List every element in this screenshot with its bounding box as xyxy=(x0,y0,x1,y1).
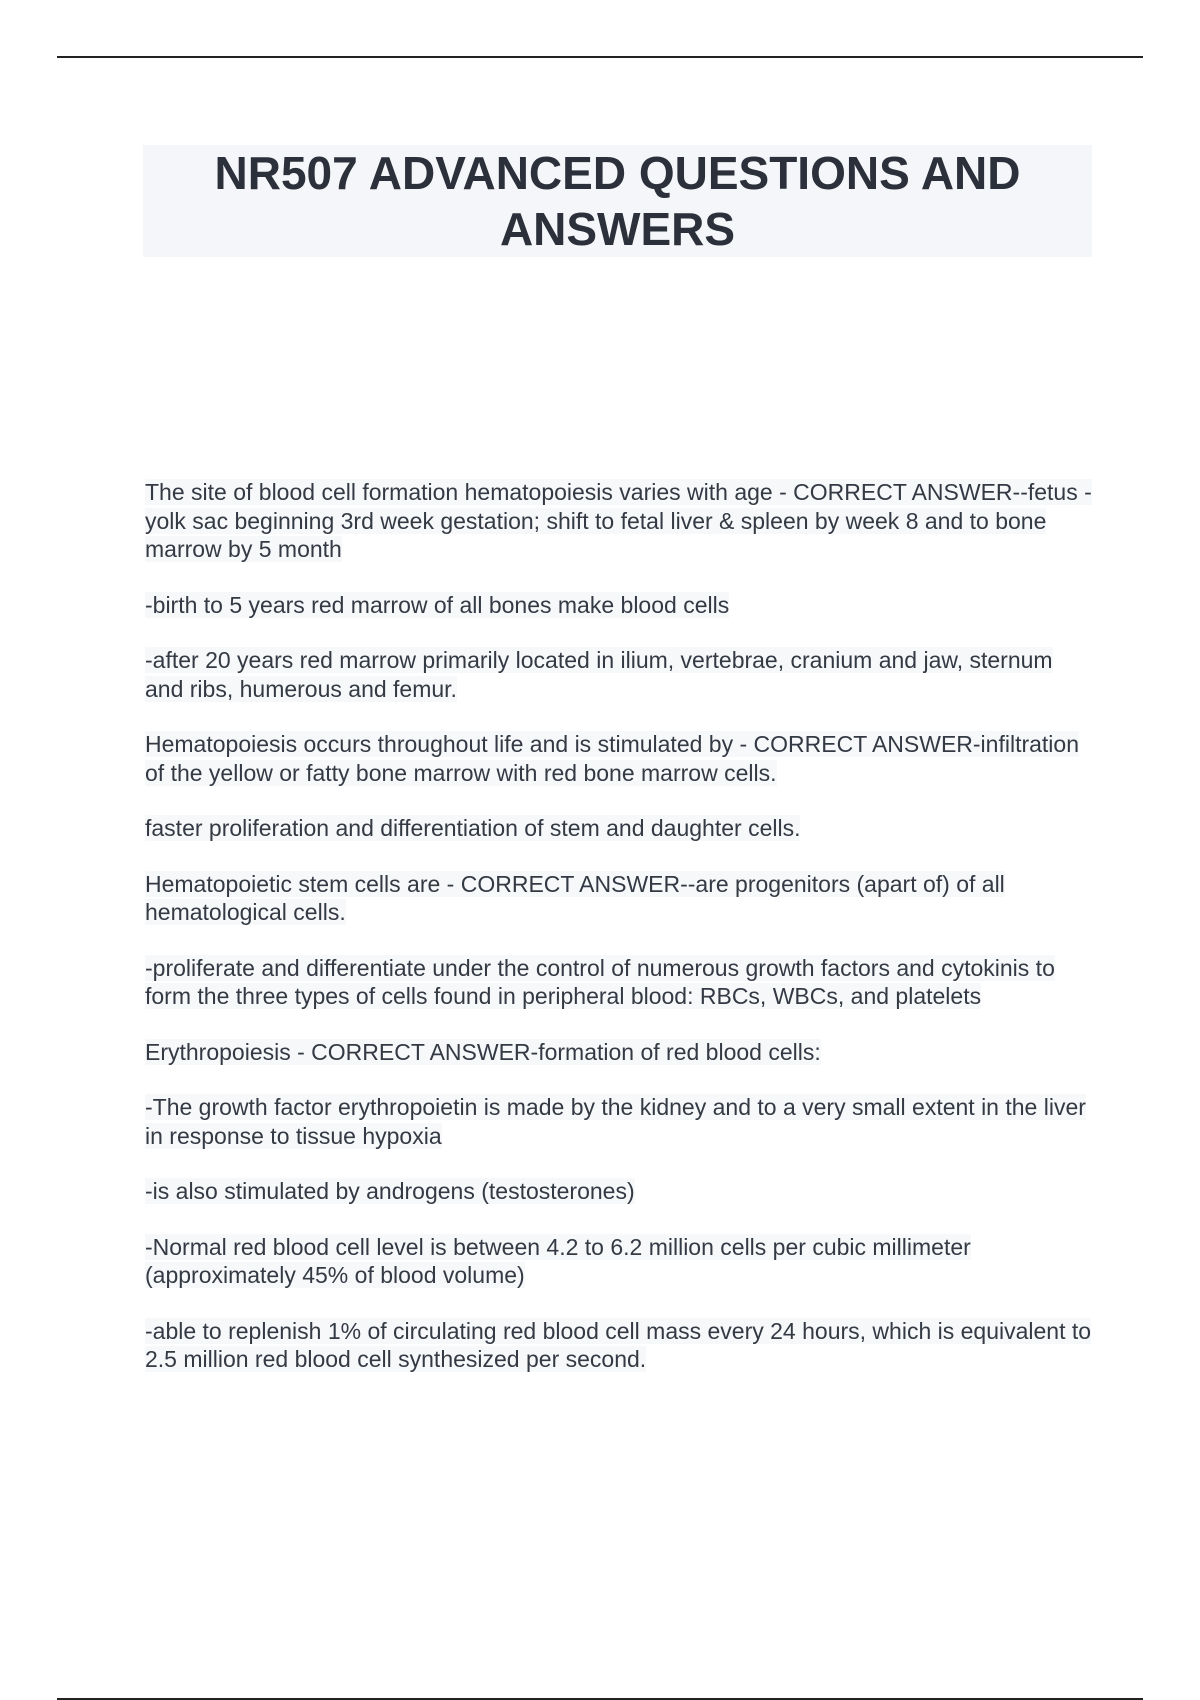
paragraph-text: -after 20 years red marrow primarily located in ilium, vertebrae, cranium and jaw, sternum and ribs, humerous and femur. xyxy=(145,647,1053,702)
paragraph xyxy=(145,1038,1095,1067)
paragraph-text: -birth to 5 years red marrow of all bones make blood cells xyxy=(145,591,730,618)
paragraph xyxy=(145,646,1095,703)
paragraph-text: -is also stimulated by androgens (testosterones) xyxy=(145,1178,635,1204)
paragraph xyxy=(145,478,1095,564)
paragraph xyxy=(145,870,1095,927)
document-title: NR507 ADVANCED QUESTIONS AND ANSWERS xyxy=(214,147,1021,255)
paragraph xyxy=(145,1177,1095,1206)
paragraph-text: -proliferate and differentiate under the control of numerous growth factors and cytokinis to form the three types of cells found in peripheral blood: RBCs, WBCs, and platelets xyxy=(145,954,1055,1009)
paragraph-text: Erythropoiesis - CORRECT ANSWER-formation of red blood cells: xyxy=(145,1038,821,1065)
paragraph xyxy=(145,591,1095,620)
paragraph xyxy=(145,1233,1095,1290)
top-rule xyxy=(57,56,1143,58)
paragraph-text: Hematopoietic stem cells are - CORRECT ANSWER--are progenitors (apart of) of all hematological cells. xyxy=(145,870,1005,925)
paragraph-text: Hematopoiesis occurs throughout life and is stimulated by - CORRECT ANSWER-infiltration of the yellow or fatty bone marrow with red bone marrow cells. xyxy=(145,731,1079,786)
paragraph-text: The site of blood cell formation hematopoiesis varies with age - CORRECT ANSWER--fetus - yolk sac beginning 3rd week gestation; shift to fetal liver & spleen by week 8 and to bone marrow by 5 month xyxy=(145,479,1092,562)
paragraph xyxy=(145,1317,1095,1374)
paragraph xyxy=(145,814,1095,843)
title-banner xyxy=(143,145,1092,257)
paragraph xyxy=(145,954,1095,1011)
paragraph-text: -The growth factor erythropoietin is made by the kidney and to a very small extent in the liver in response to tissue hypoxia xyxy=(145,1094,1086,1149)
paragraph-text: faster proliferation and differentiation of stem and daughter cells. xyxy=(145,815,801,841)
paragraph-text: -Normal red blood cell level is between 4.2 to 6.2 million cells per cubic millimeter (approximately 45% of blood volume) xyxy=(145,1233,971,1288)
document-body xyxy=(145,478,1095,1401)
paragraph xyxy=(145,730,1095,787)
paragraph-text: -able to replenish 1% of circulating red blood cell mass every 24 hours, which is equivalent to 2.5 million red blood cell synthesized per second. xyxy=(145,1317,1092,1372)
paragraph xyxy=(145,1093,1095,1150)
